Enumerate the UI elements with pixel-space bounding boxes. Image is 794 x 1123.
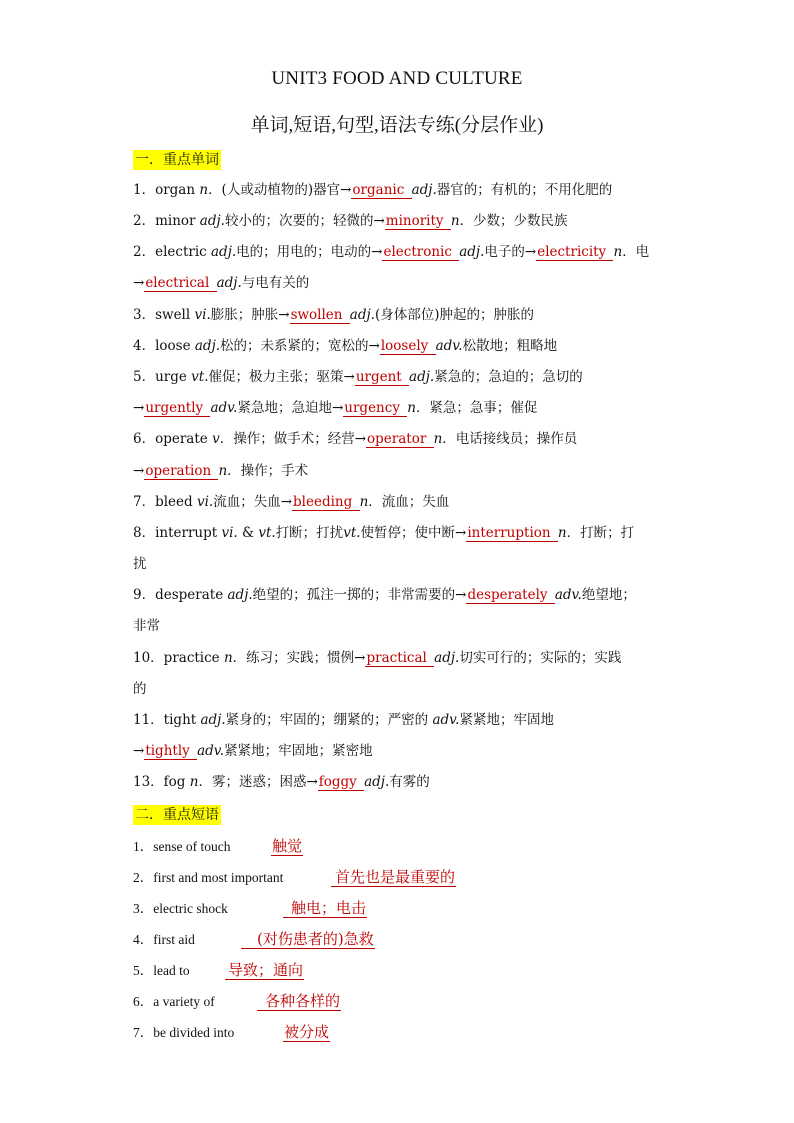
phrase-line-3: 3．electric shock 触电；电击 (133, 899, 367, 917)
answer-blank: foggy (318, 774, 364, 791)
section-heading-vocabulary: 一．重点单词 (135, 152, 219, 168)
vocab-line-5: 3．swell vi.膨胀；肿胀→swollen adj.(身体部位)肿起的；肿胀的 (133, 307, 535, 323)
vocab-line-17: 的 (133, 681, 147, 697)
vocab-line-7: 5．urge vt.催促；极力主张；驱策→urgent adj.紧急的；急迫的；急切的 (133, 369, 583, 385)
vocab-line-8: →urgently adv.紧急地；急迫地→urgency n．紧急；急事；催促 (133, 400, 538, 416)
answer-blank: 导致；通向 (225, 961, 304, 980)
answer-blank: minority (385, 213, 451, 230)
answer-blank: electrical (144, 275, 216, 292)
vocab-line-18: 11．tight adj.紧身的；牢固的；绷紧的；严密的 adv.紧紧地；牢固地 (133, 712, 554, 728)
phrase-line-7: 7．be divided into 被分成 (133, 1023, 330, 1041)
section-heading-phrases: 二．重点短语 (135, 807, 219, 823)
vocab-line-13: 扰 (133, 556, 147, 572)
phrase-line-5: 5．lead to 导致；通向 (133, 961, 304, 979)
vocab-line-9: 6．operate v．操作；做手术；经营→operator n．电话接线员；操作员 (133, 431, 578, 447)
vocab-line-20: 13．fog n．雾；迷惑；困惑→foggy adj.有雾的 (133, 774, 430, 790)
phrase-line-6: 6．a variety of 各种各样的 (133, 992, 341, 1010)
answer-blank: electricity (536, 244, 613, 261)
vocab-line-4: →electrical adj.与电有关的 (133, 275, 310, 291)
answer-blank: practical (365, 650, 434, 667)
answer-blank: bleeding (292, 494, 360, 511)
answer-blank: (对伤患者的)急救 (241, 930, 375, 949)
answer-blank: interruption (466, 525, 558, 542)
vocab-line-6: 4．loose adj.松的；未系紧的；宽松的→loosely adv.松散地；粗略地 (133, 338, 558, 354)
page-title: UNIT3 FOOD AND CULTURE (271, 68, 523, 89)
answer-blank: urgently (144, 400, 210, 417)
answer-blank: urgent (355, 369, 409, 386)
vocab-line-14: 9．desperate adj.绝望的；孤注一掷的；非常需要的→desperately adv.绝望地； (133, 587, 636, 603)
answer-blank: operator (366, 431, 434, 448)
vocab-line-2: 2．minor adj.较小的；次要的；轻微的→minority n．少数；少数民族 (133, 213, 568, 229)
answer-blank: 被分成 (284, 1023, 330, 1041)
answer-blank: desperately (466, 587, 554, 604)
page-subtitle: 单词,短语,句型,语法专练(分层作业) (250, 115, 544, 136)
phrase-line-4: 4．first aid (对伤患者的)急救 (133, 930, 374, 948)
answer-blank: organic (351, 182, 411, 199)
answer-blank: swollen (290, 307, 350, 324)
answer-blank: tightly (144, 743, 197, 760)
phrase-line-1: 1．sense of touch 触觉 (133, 837, 303, 855)
phrase-line-2: 2．first and most important 首先也是最重要的 (133, 868, 456, 886)
answer-blank: 首先也是最重要的 (331, 868, 456, 887)
answer-blank: 触觉 (272, 837, 303, 855)
vocab-line-10: →operation n．操作；手术 (133, 463, 309, 479)
vocab-line-19: →tightly adv.紧紧地；牢固地；紧密地 (133, 743, 373, 759)
vocab-line-16: 10．practice n．练习；实践；惯例→practical adj.切实可行的；实际的；实践 (133, 650, 622, 666)
vocab-line-11: 7．bleed vi.流血；失血→bleeding n．流血；失血 (133, 494, 450, 510)
answer-blank: urgency (343, 400, 407, 417)
answer-blank: operation (144, 463, 218, 480)
answer-blank: 各种各样的 (257, 992, 341, 1011)
answer-blank: electronic (382, 244, 459, 261)
vocab-line-12: 8．interrupt vi. & vt.打断；打扰vt.使暂停；使中断→interruption n．打断；打 (133, 525, 635, 541)
vocab-line-15: 非常 (133, 618, 160, 634)
vocab-line-1: 1．organ n．(人或动植物的)器官→organic adj.器官的；有机的；不用化肥的 (133, 182, 613, 198)
vocab-line-3: 2．electric adj.电的；用电的；电动的→electronic adj.电子的→electricity n．电 (133, 244, 650, 260)
answer-blank: loosely (380, 338, 436, 355)
answer-blank: 触电；电击 (283, 899, 367, 918)
